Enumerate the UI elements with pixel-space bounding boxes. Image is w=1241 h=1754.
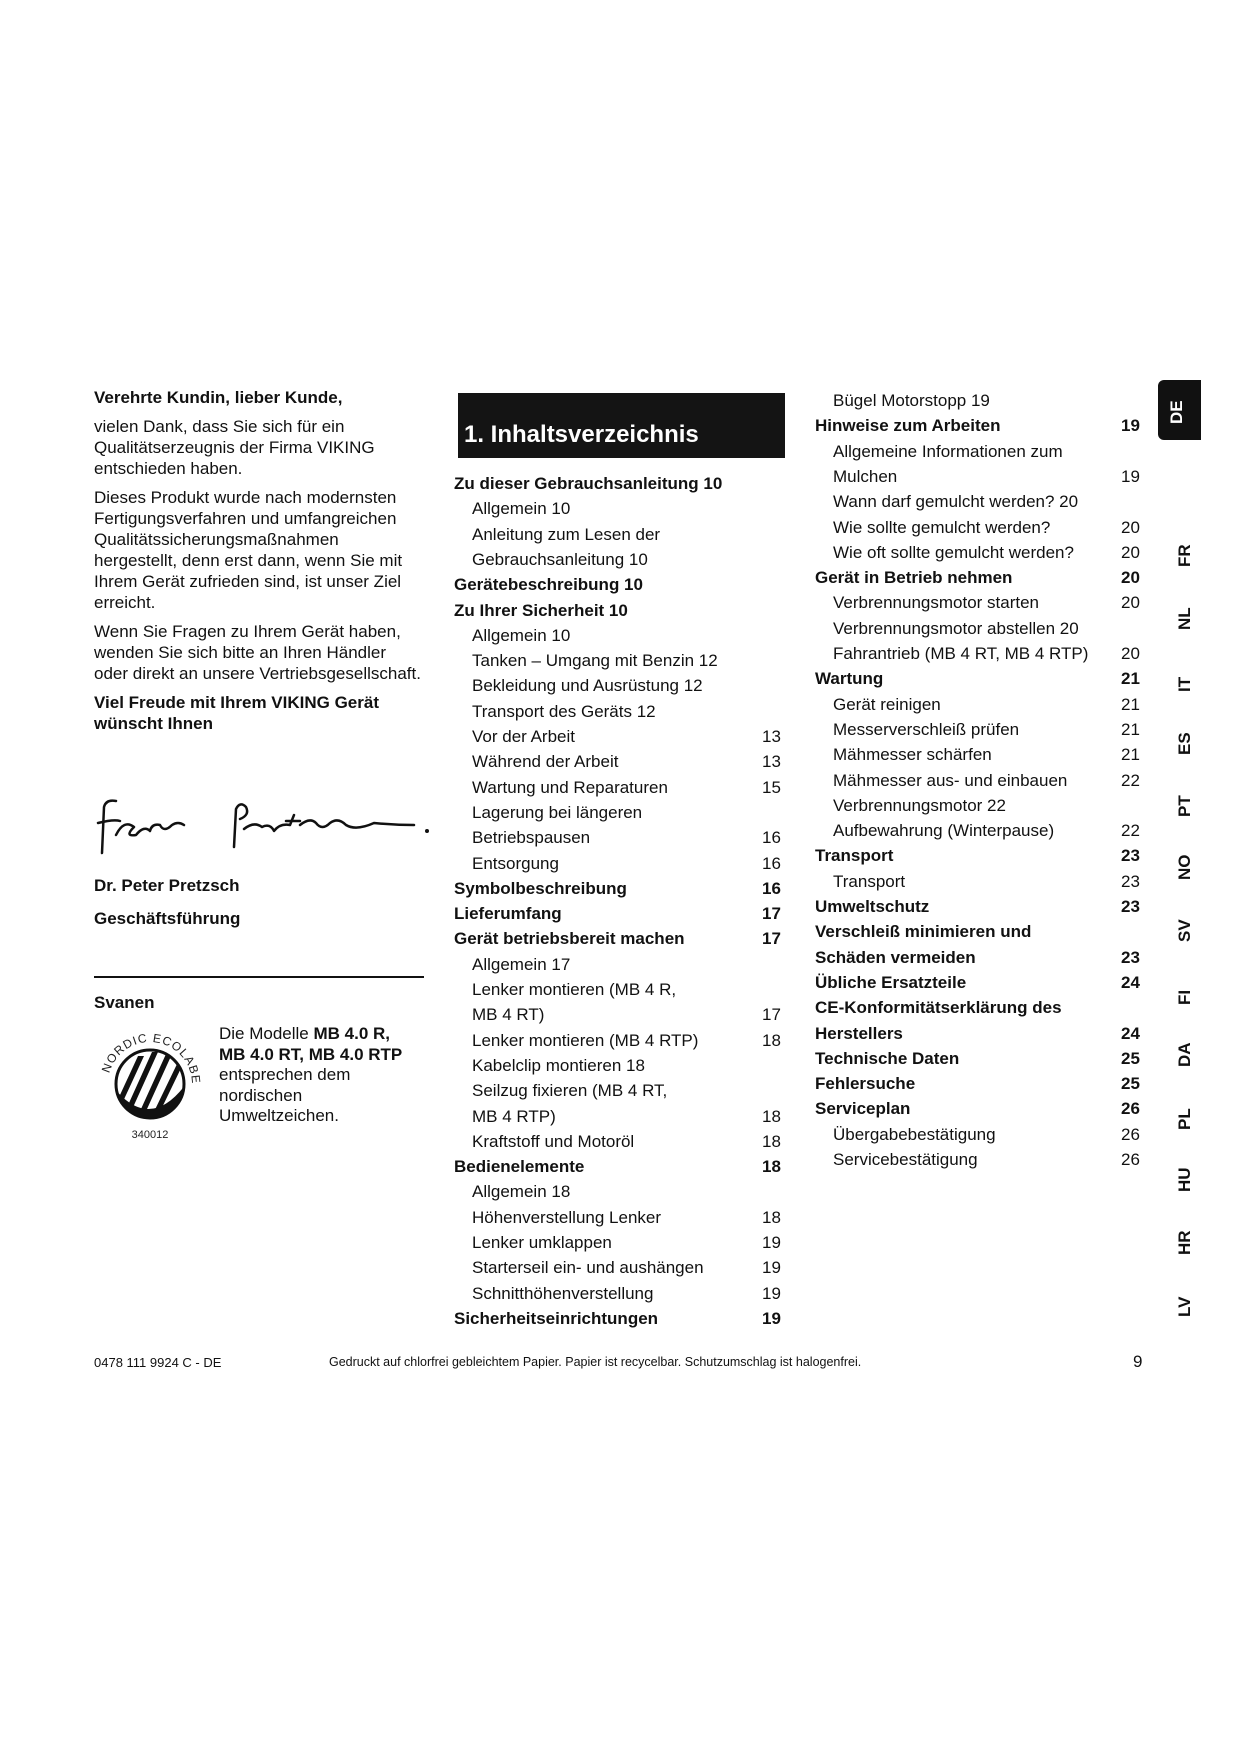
toc-entry-page: 21	[1121, 669, 1140, 689]
language-tab-de-label: DE	[1167, 400, 1186, 424]
toc-entry-title: Lenker montieren (MB 4 RTP)	[472, 1030, 699, 1050]
toc-entry-page: 19	[1121, 466, 1140, 486]
language-tab-lv[interactable]	[1163, 1283, 1203, 1323]
toc-entry-title: Transport des Geräts 12	[472, 701, 656, 721]
toc-entry-page: 20	[1121, 593, 1140, 613]
language-tab-no[interactable]	[1163, 846, 1203, 886]
toc-title: 1. Inhaltsverzeichnis	[464, 421, 699, 448]
toc-heading-box	[458, 393, 785, 458]
ecolabel-arc-text: NORDIC ECOLABE	[98, 1030, 204, 1085]
toc-entry-page: 19	[1121, 416, 1140, 436]
nordic-ecolabel-logo	[94, 1022, 204, 1142]
toc-entry-page: 20	[1121, 568, 1140, 588]
toc-entry-title: Allgemein 18	[472, 1182, 571, 1202]
toc-entry-title: Symbolbeschreibung	[454, 878, 627, 898]
toc-entry-title: Bedienelemente	[454, 1157, 585, 1177]
language-tab-hu[interactable]	[1163, 1158, 1203, 1198]
toc-entry-title: Gerätebeschreibung 10	[454, 575, 643, 595]
toc-entry-title: Zu dieser Gebrauchsanleitung 10	[454, 474, 723, 493]
toc-entry-page: 26	[1121, 1099, 1140, 1119]
language-tab-fi[interactable]	[1163, 971, 1203, 1011]
language-tab-label: PT	[1175, 795, 1194, 817]
language-tab-label: LV	[1175, 1296, 1194, 1317]
signer-name: Dr. Peter Pretzsch	[94, 876, 240, 895]
letter-closing: Viel Freude mit Ihrem VIKING Gerät wünscht Ihnen	[94, 693, 379, 733]
toc-entry-page: 25	[1121, 1074, 1140, 1094]
paper-note: Gedruckt auf chlorfrei gebleichtem Papier. Papier ist recycelbar. Schutzumschlag ist halogenfrei.	[329, 1355, 862, 1369]
toc-entry-title: Anleitung zum Lesen der	[472, 524, 661, 544]
toc-entry-page: 23	[1121, 871, 1140, 891]
letter-paragraph-1: vielen Dank, dass Sie sich für ein Qualitätserzeugnis der Firma VIKING entschieden haben.	[94, 417, 375, 478]
toc-entry-page: 20	[1121, 542, 1140, 562]
toc-entry-page: 23	[1121, 897, 1140, 916]
language-tab-label: IT	[1175, 676, 1194, 692]
toc-entry-title: Allgemeine Informationen zum	[833, 441, 1063, 461]
toc-entry-title: Wie oft sollte gemulcht werden?	[833, 542, 1074, 562]
toc-entry-page: 20	[1121, 517, 1140, 537]
toc-entry-title: MB 4 RTP)	[472, 1106, 556, 1126]
toc-entry-title: Schnitthöhenverstellung	[472, 1283, 654, 1303]
toc-entry-page: 26	[1121, 1124, 1140, 1144]
toc-entry-title: Betriebspausen	[472, 828, 591, 848]
toc-entry-title: CE-Konformitätserklärung des	[815, 998, 1062, 1018]
letter-greeting: Verehrte Kundin, lieber Kunde,	[94, 388, 343, 407]
toc-entry-title: Allgemein 17	[472, 954, 571, 974]
letter-paragraph-3: Wenn Sie Fragen zu Ihrem Gerät haben, wenden Sie sich bitte an Ihren Händler oder direkt an unsere Vertriebsgesellschaft.	[94, 622, 421, 683]
toc-entry-page: 19	[762, 1283, 781, 1303]
language-tab-sv[interactable]	[1163, 908, 1203, 948]
language-tab-label: DA	[1175, 1042, 1194, 1067]
welcome-letter	[94, 387, 424, 734]
toc-entry-page: 23	[1121, 846, 1140, 866]
toc-entry-title: MB 4 RT)	[472, 1005, 545, 1025]
language-tab-es[interactable]	[1163, 721, 1203, 761]
toc-entry-title: Gerät in Betrieb nehmen	[815, 568, 1013, 588]
language-tab-pt[interactable]	[1163, 783, 1203, 823]
toc-entry-page: 22	[1121, 821, 1140, 841]
toc-entry-title: Lenker montieren (MB 4 R,	[472, 980, 677, 999]
language-tab-label: FI	[1175, 989, 1194, 1005]
toc-entry-title: Servicebestätigung	[833, 1150, 978, 1169]
toc-entry-page: 22	[1121, 770, 1140, 790]
toc-entry-title: Während der Arbeit	[472, 752, 619, 772]
toc-entry-page: 21	[1121, 745, 1140, 765]
toc-entry-page: 23	[1121, 947, 1140, 967]
document-code: 0478 111 9924 C - DE	[94, 1355, 222, 1370]
divider	[94, 976, 424, 978]
language-tab-pl[interactable]	[1163, 1096, 1203, 1136]
toc-entry-title: Seilzug fixieren (MB 4 RT,	[472, 1081, 668, 1101]
toc-entry-title: Mulchen	[833, 466, 898, 486]
toc-entry-title: Lenker umklappen	[472, 1233, 612, 1252]
toc-entry-title: Vor der Arbeit	[472, 727, 576, 746]
toc-entry-title: Herstellers	[815, 1023, 903, 1043]
language-tab-de[interactable]	[1158, 380, 1201, 440]
toc-entry-page: 21	[1121, 694, 1140, 714]
svanen-heading: Svanen	[94, 993, 155, 1012]
toc-entry-title: Starterseil ein- und aushängen	[472, 1258, 704, 1278]
toc-entry-title: Allgemein 10	[472, 625, 571, 645]
toc-entry-title: Verschleiß minimieren und	[815, 922, 1032, 942]
toc-entry-title: Mähmesser aus- und einbauen	[833, 770, 1068, 790]
toc-entry-page: 19	[762, 1258, 781, 1278]
toc-entry-title: Tanken – Umgang mit Benzin 12	[472, 651, 718, 671]
toc-entry-title: Entsorgung	[472, 853, 559, 873]
toc-entry-title: Schäden vermeiden	[815, 947, 976, 967]
toc-entry-title: Aufbewahrung (Winterpause)	[833, 821, 1055, 841]
toc-entry-title: Fahrantrieb (MB 4 RT, MB 4 RTP)	[833, 644, 1089, 663]
toc-entry-page: 26	[1121, 1150, 1140, 1169]
toc-entry-page: 17	[762, 904, 781, 924]
language-tabs	[1163, 380, 1213, 1340]
toc-entry-page: 24	[1121, 972, 1140, 992]
toc-entry-title: Serviceplan	[815, 1099, 911, 1119]
toc-entry-title: Übliche Ersatzteile	[815, 972, 967, 992]
toc-entry-page: 20	[1121, 644, 1140, 663]
language-tab-nl[interactable]	[1163, 596, 1203, 636]
ecolabel-text-start: Die Modelle	[219, 1024, 314, 1043]
toc-entry-page: 21	[1121, 719, 1140, 739]
toc-entry-title: Verbrennungsmotor abstellen 20	[833, 618, 1079, 638]
language-tab-label: FR	[1175, 544, 1194, 567]
toc-entry-title: Gebrauchsanleitung 10	[472, 549, 648, 569]
language-tab-fr[interactable]	[1163, 533, 1203, 573]
language-tab-label: NO	[1175, 854, 1194, 880]
toc-entry-title: Gerät reinigen	[833, 694, 941, 714]
toc-entry-page: 18	[762, 1030, 781, 1050]
language-tab-hr[interactable]	[1163, 1221, 1203, 1261]
toc-entry-title: Wie sollte gemulcht werden?	[833, 517, 1051, 537]
toc-entry-title: Allgemein 10	[472, 499, 571, 519]
toc-entry-title: Gerät betriebsbereit machen	[454, 929, 685, 949]
toc-entry-page: 25	[1121, 1048, 1140, 1068]
toc-entry-page: 17	[762, 1005, 781, 1025]
toc-entry-title: Höhenverstellung Lenker	[472, 1207, 662, 1227]
handwritten-signature	[94, 795, 434, 855]
toc-entry-title: Verbrennungsmotor 22	[833, 795, 1006, 815]
language-tab-label: HU	[1175, 1167, 1194, 1192]
letter-paragraph-2: Dieses Produkt wurde nach modernsten Fertigungsverfahren und umfangreichen Qualitätssicherungsmaßnahmen hergestellt, denn erst dann, wenn Sie mit Ihrem Gerät zufrieden sind, ist unser Ziel erreicht.	[94, 488, 403, 612]
toc-entry-title: Umweltschutz	[815, 897, 930, 916]
toc-entry-title: Übergabebestätigung	[833, 1124, 996, 1144]
language-tab-da[interactable]	[1163, 1033, 1203, 1073]
toc-entry-page: 13	[762, 752, 781, 772]
toc-entry-page: 16	[762, 878, 781, 898]
toc-entry-title: Bekleidung und Ausrüstung 12	[472, 676, 703, 696]
language-tab-label: SV	[1175, 919, 1194, 942]
toc-entry-title: Lagerung bei längeren	[472, 802, 643, 822]
toc-entry-page: 17	[762, 929, 781, 949]
ecolabel-models: MB 4.0 R, MB 4.0 RT, MB 4.0 RTP	[219, 1024, 403, 1064]
ecolabel-number: 340012	[131, 1129, 169, 1141]
toc-entry-title: Fehlersuche	[815, 1074, 916, 1094]
toc-entry-title: Kraftstoff und Motoröl	[472, 1131, 635, 1151]
toc-entry-page: 24	[1121, 1023, 1140, 1043]
toc-entry-page: 18	[762, 1131, 781, 1151]
toc-entry-title: Wartung	[815, 669, 884, 689]
toc-entry-title: Sicherheitseinrichtungen	[454, 1308, 659, 1328]
toc-entry-page: 18	[762, 1106, 781, 1126]
toc-entry-page: 16	[762, 828, 781, 848]
toc-entry-page: 19	[762, 1233, 781, 1252]
language-tab-it[interactable]	[1163, 658, 1203, 698]
toc-entry-title: Technische Daten	[815, 1048, 960, 1068]
toc-entry-page: 15	[762, 777, 781, 797]
toc-entry-title: Kabelclip montieren 18	[472, 1055, 645, 1075]
language-tab-label: NL	[1175, 606, 1194, 630]
language-tab-label: HR	[1175, 1229, 1194, 1255]
toc-entry-title: Transport	[815, 846, 894, 866]
toc-entry-page: 13	[762, 727, 781, 746]
language-tab-label: ES	[1175, 731, 1194, 755]
toc-entry-title: Wann darf gemulcht werden? 20	[833, 492, 1079, 512]
toc-entry-page: 19	[762, 1308, 781, 1328]
toc-entry-title: Bügel Motorstopp 19	[833, 391, 990, 410]
ecolabel-text-end: entsprechen dem nordischen Umweltzeichen.	[219, 1065, 351, 1125]
toc-entry-title: Lieferumfang	[454, 904, 562, 924]
toc-entry-title: Mähmesser schärfen	[833, 745, 992, 765]
toc-entry-page: 18	[762, 1207, 781, 1227]
toc-entry-title: Wartung und Reparaturen	[472, 777, 668, 797]
toc-entry-title: Messerverschleiß prüfen	[833, 719, 1020, 739]
toc-entry-title: Transport	[833, 871, 906, 891]
toc-entry-page: 18	[762, 1157, 781, 1177]
toc-entry-title: Hinweise zum Arbeiten	[815, 416, 1001, 436]
toc-entry-page: 16	[762, 853, 781, 873]
ecolabel-description	[219, 1024, 419, 1127]
toc-entry-title: Zu Ihrer Sicherheit 10	[454, 600, 628, 620]
signer-role: Geschäftsführung	[94, 909, 241, 928]
language-tab-label: PL	[1175, 1107, 1194, 1130]
toc-entry-title: Verbrennungsmotor starten	[833, 593, 1040, 613]
page-number: 9	[1133, 1352, 1143, 1371]
